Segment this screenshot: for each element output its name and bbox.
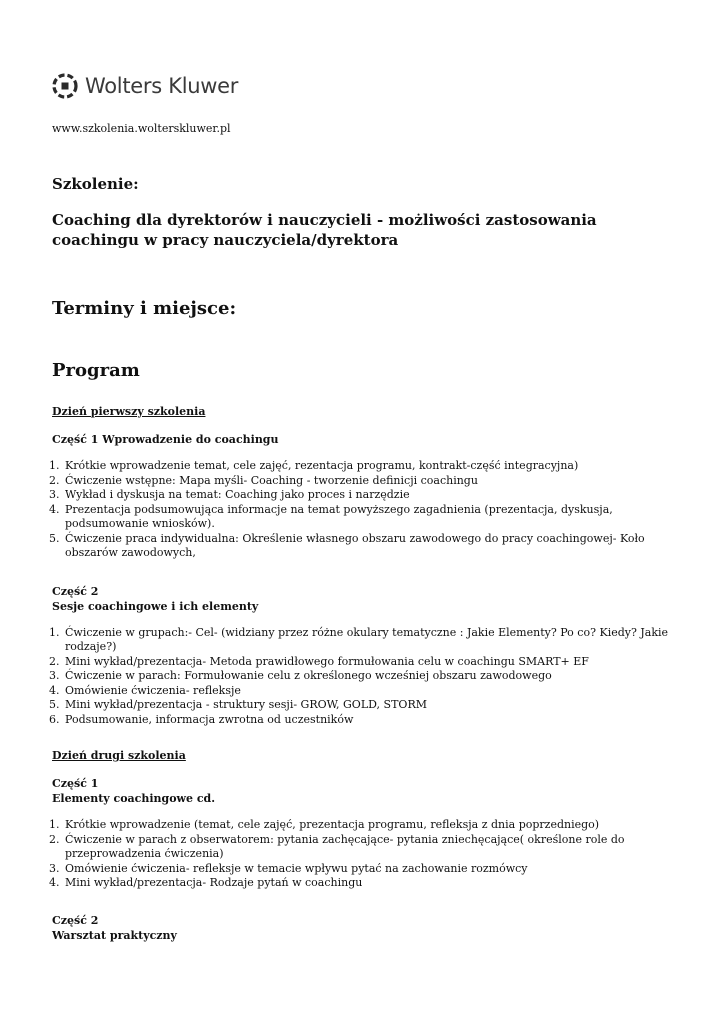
list-item: 5. Mini wykład/prezentacja - struktury sesji- GROW, GOLD, STORM <box>63 698 677 713</box>
training-label: Szkolenie: <box>52 175 139 193</box>
day2-part1-label: Część 1 <box>52 777 99 790</box>
day2-part2-label: Część 2 <box>52 913 99 927</box>
day2-title: Dzień drugi szkolenia <box>52 749 186 762</box>
dates-heading: Terminy i miejsce: <box>52 298 237 319</box>
day1-title: Dzień pierwszy szkolenia <box>52 405 206 418</box>
list-item: 6. Podsumowanie, informacja zwrotna od uczestników <box>63 713 677 728</box>
list-item: 4. Prezentacja podsumowująca informacje na temat powyższego zagadnienia (prezentacja, dyskusja, podsumowanie wniosków). <box>63 503 677 532</box>
list-item: 3. Omówienie ćwiczenia- refleksje w temacie wpływu pytać na zachowanie rozmówcy <box>63 862 677 877</box>
list-item: 1. Krótkie wprowadzenie temat, cele zajęć, rezentacja programu, kontrakt-część integracyjna) <box>63 459 677 474</box>
list-item: 1. Krótkie wprowadzenie (temat, cele zajęć, prezentacja programu, refleksja z dnia poprzedniego) <box>63 818 677 833</box>
day2-part2-title: Warsztat praktyczny <box>52 928 177 942</box>
day2-part1-list <box>52 818 677 891</box>
list-item: 5. Ćwiczenie praca indywidualna: Określenie własnego obszaru zawodowego do pracy coachingowej- Koło obszarów zawodowych, <box>63 532 677 561</box>
list-item: 4. Mini wykład/prezentacja- Rodzaje pytań w coachingu <box>63 876 677 891</box>
list-item: 1. Ćwiczenie w grupach:- Cel- (widziany przez różne okulary tematyczne : Jakie Elementy? Po co? Kiedy? Jakie rodzaje?) <box>63 626 677 655</box>
day2-part1-title: Elementy coachingowe cd. <box>52 792 216 805</box>
program-heading: Program <box>52 360 140 381</box>
list-item: 2. Ćwiczenie w parach z obserwatorem: pytania zachęcające- pytania zniechęcające( określone role do przeprowadzenia ćwiczenia) <box>63 833 677 862</box>
day1-part2-title: Sesje coachingowe i ich elementy <box>52 599 259 613</box>
list-item: 2. Mini wykład/prezentacja- Metoda prawidłowego formułowania celu w coachingu SMART+ EF <box>63 655 677 670</box>
day1-part1-title: Część 1 Wprowadzenie do coachingu <box>52 433 279 446</box>
document-page <box>52 68 677 943</box>
list-item: 3. Ćwiczenie w parach: Formułowanie celu z określonego wcześniej obszaru zawodowego <box>63 669 677 684</box>
training-title: Coaching dla dyrektorów i nauczycieli - możliwości zastosowania coachingu w pracy nauczyciela/dyrektora <box>52 211 597 249</box>
day1-part2-list <box>52 626 677 728</box>
wolters-kluwer-logo-icon <box>52 73 78 99</box>
website-url[interactable]: www.szkolenia.wolterskluwer.pl <box>52 122 231 135</box>
logo-text: Wolters Kluwer <box>85 74 239 98</box>
list-item: 3. Wykład i dyskusja na temat: Coaching jako proces i narzędzie <box>63 488 677 503</box>
company-logo <box>52 68 677 104</box>
day1-part2-label: Część 2 <box>52 584 99 598</box>
list-item: 4. Omówienie ćwiczenia- refleksje <box>63 684 677 699</box>
list-item: 2. Ćwiczenie wstępne: Mapa myśli- Coaching - tworzenie definicji coachingu <box>63 474 677 489</box>
day1-part1-list <box>52 459 677 561</box>
